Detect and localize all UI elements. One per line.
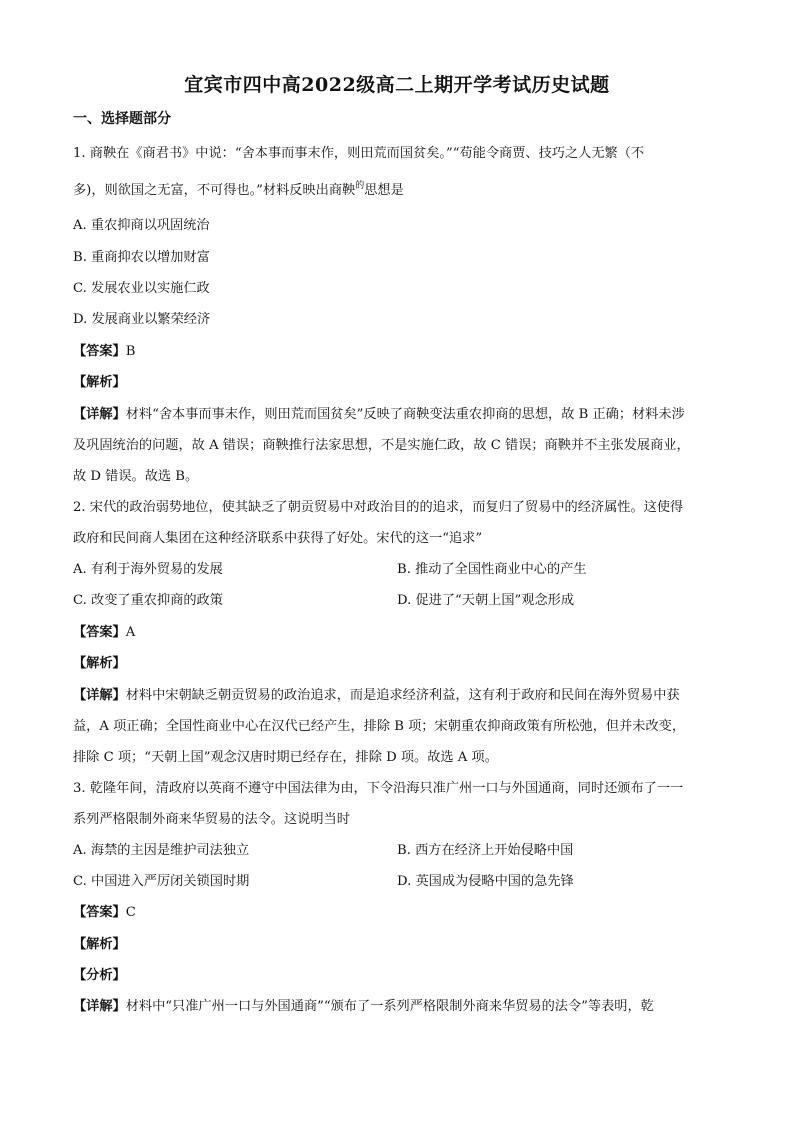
q1-option-b: B. 重商抑农以增加财富 bbox=[73, 250, 210, 265]
answer-value: C bbox=[125, 905, 136, 920]
q1-detail-line2: 及巩固统治的问题，故 A 错误；商鞅推行法家思想，不是实施仁政，故 C 错误；商鞅并不主张发展商业， bbox=[73, 438, 690, 453]
q3-answer bbox=[73, 901, 136, 920]
q3-fenxi-tag: 【分析】 bbox=[73, 968, 126, 983]
q1-stem-text-a: 多)，则欲国之无富，不可得也。”材料反映出商鞅 bbox=[73, 183, 356, 198]
q2-option-a: A. 有利于海外贸易的发展 bbox=[73, 562, 223, 577]
detail-tag: 【详解】 bbox=[73, 688, 126, 703]
detail-tag: 【详解】 bbox=[73, 999, 126, 1014]
q2-detail-line3: 排除 C 项；“天朝上国”观念汉唐时期已经存在，排除 D 项。故选 A 项。 bbox=[73, 750, 498, 765]
q2-option-c: C. 改变了重农抑商的政策 bbox=[73, 593, 223, 608]
q3-option-b: B. 西方在经济上开始侵略中国 bbox=[397, 843, 574, 858]
q1-stem-superscript: 的 bbox=[355, 181, 365, 191]
q1-option-a: A. 重农抑商以巩固统治 bbox=[73, 218, 210, 233]
q2-answer bbox=[73, 621, 135, 640]
q3-stem-line2: 系列严格限制外商来华贸易的法令。这说明当时 bbox=[73, 812, 350, 827]
q3-option-c: C. 中国进入严厉闭关锁国时期 bbox=[73, 874, 250, 889]
answer-tag: 【答案】 bbox=[73, 905, 126, 920]
q3-option-a: A. 海禁的主因是维护司法独立 bbox=[73, 843, 250, 858]
q1-stem-line2 bbox=[73, 178, 404, 198]
detail-text: 材料“舍本事而事末作，则田荒而国贫矣”反映了商鞅变法重农抑商的思想，故 B 正确；材料未涉 bbox=[125, 407, 685, 422]
q1-stem-line1: 1. 商鞅在《商君书》中说：“舍本事而事末作，则田荒而国贫矣。”“苟能令商贾、技巧之人无繁（不 bbox=[73, 146, 645, 161]
q1-detail-line1 bbox=[73, 403, 685, 422]
q2-detail-line2: 益，A 项正确；全国性商业中心在汉代已经产生，排除 B 项；宋朝重农抑商政策有所松弛，但并未改变， bbox=[73, 719, 686, 734]
q1-detail-line3: 故 D 错误。故选 B。 bbox=[73, 469, 199, 484]
q2-option-d: D. 促进了“天朝上国”观念形成 bbox=[397, 593, 575, 608]
q1-option-c: C. 发展农业以实施仁政 bbox=[73, 281, 210, 296]
answer-value: A bbox=[125, 625, 136, 640]
section-heading: 一、选择题部分 bbox=[73, 111, 171, 127]
q3-option-d: D. 英国成为侵略中国的急先锋 bbox=[397, 874, 574, 889]
detail-text: 材料中宋朝缺乏朝贡贸易的政治追求，而是追求经济利益，这有利于政府和民间在海外贸易中获 bbox=[125, 688, 680, 703]
q1-analysis-tag: 【解析】 bbox=[73, 375, 126, 390]
q1-stem-text-b: 思想是 bbox=[364, 183, 404, 198]
answer-tag: 【答案】 bbox=[73, 344, 126, 359]
q2-analysis-tag: 【解析】 bbox=[73, 656, 126, 671]
detail-tag: 【详解】 bbox=[73, 407, 126, 422]
page-title: 宜宾市四中高2022级高二上期开学考试历史试题 bbox=[184, 74, 610, 96]
q3-detail-line1 bbox=[73, 995, 654, 1014]
q3-stem-line1: 3. 乾隆年间，清政府以英商不遵守中国法律为由，下令沿海只准广州一口与外国通商，同时还颁布了一一 bbox=[73, 781, 684, 796]
detail-text: 材料中“只准广州一口与外国通商”“颁布了一系列严格限制外商来华贸易的法令”等表明，乾 bbox=[125, 999, 654, 1014]
q2-detail-line1 bbox=[73, 684, 680, 703]
answer-value: B bbox=[125, 344, 136, 359]
answer-tag: 【答案】 bbox=[73, 625, 126, 640]
q2-option-b: B. 推动了全国性商业中心的产生 bbox=[397, 562, 587, 577]
q1-answer bbox=[73, 340, 135, 359]
q2-stem-line2: 政府和民间商人集团在这种经济联系中获得了好处。宋代的这一“追求” bbox=[73, 531, 483, 546]
q1-option-d: D. 发展商业以繁荣经济 bbox=[73, 312, 211, 327]
q3-analysis-tag: 【解析】 bbox=[73, 937, 126, 952]
q2-stem-line1: 2. 宋代的政治弱势地位，使其缺乏了朝贡贸易中对政治目的的追求，而复归了贸易中的经济属性。这使得 bbox=[73, 500, 684, 515]
